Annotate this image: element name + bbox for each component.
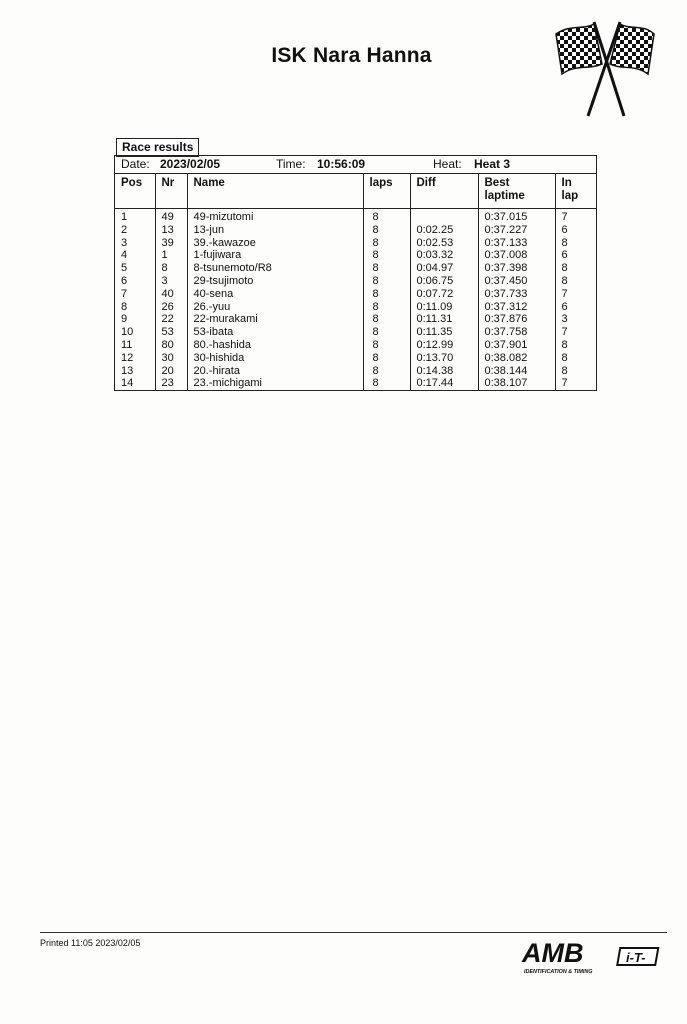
col-in-lap: In lap: [555, 174, 596, 209]
cell-laps: 8: [363, 224, 410, 237]
cell-nr: 20: [155, 365, 187, 378]
cell-name: 23.-michigami: [187, 377, 363, 390]
col-best-laptime: Best laptime: [478, 174, 555, 209]
cell-laps: 8: [363, 326, 410, 339]
cell-pos: 3: [121, 236, 128, 249]
col-diff: Diff: [410, 174, 478, 209]
cell-laps: 8: [363, 209, 410, 224]
cell-pos: 4: [121, 249, 128, 262]
cell-name: 49-mizutomi: [187, 209, 363, 224]
table-header-row: [115, 174, 596, 209]
cell-nr: 30: [155, 352, 187, 365]
page-title: ISK Nara Hanna: [271, 44, 432, 67]
table-row: [115, 365, 596, 378]
col-name: Name: [187, 174, 363, 209]
cell-diff: 0:11.09: [410, 301, 478, 314]
cell-inlap: 7: [555, 377, 596, 390]
cell-inlap: 7: [555, 288, 596, 301]
cell-best: 0:37.227: [478, 224, 555, 237]
cell-inlap: 8: [555, 339, 596, 352]
printed-timestamp: Printed 11:05 2023/02/05: [40, 938, 141, 948]
cell-name: 53-ibata: [187, 326, 363, 339]
cell-best: 0:37.901: [478, 339, 555, 352]
race-results-label: Race results: [116, 138, 199, 157]
table-row: [115, 249, 596, 262]
cell-laps: 8: [363, 365, 410, 378]
date-value: 2023/02/05: [160, 157, 221, 171]
cell-name: 29-tsujimoto: [187, 275, 363, 288]
cell-diff: 0:04.97: [410, 262, 478, 275]
cell-diff: 0:11.31: [410, 313, 478, 326]
cell-laps: 8: [363, 237, 410, 250]
cell-inlap: 8: [555, 237, 596, 250]
cell-laps: 8: [363, 301, 410, 314]
col-nr: Nr: [155, 174, 187, 209]
table-row: [115, 224, 596, 237]
table-row: [115, 237, 596, 250]
cell-inlap: 8: [555, 365, 596, 378]
cell-inlap: 8: [555, 275, 596, 288]
cell-nr: 13: [155, 224, 187, 237]
cell-nr: 80: [155, 339, 187, 352]
cell-inlap: 6: [555, 249, 596, 262]
cell-laps: 8: [363, 275, 410, 288]
time-label: Time:: [276, 157, 306, 171]
cell-laps: 8: [363, 339, 410, 352]
cell-diff: 0:14.38: [410, 365, 478, 378]
cell-pos: 6: [121, 274, 128, 287]
cell-diff: 0:02.25: [410, 224, 478, 237]
cell-pos: 11: [121, 338, 133, 351]
svg-text:IDENTIFICATION & TIMING: IDENTIFICATION & TIMING: [524, 969, 593, 975]
cell-nr: 22: [155, 313, 187, 326]
cell-diff: 0:06.75: [410, 275, 478, 288]
cell-best: 0:37.450: [478, 275, 555, 288]
cell-laps: 8: [363, 262, 410, 275]
cell-nr: 39: [155, 237, 187, 250]
cell-pos: 8: [121, 300, 128, 313]
cell-inlap: 6: [555, 224, 596, 237]
footer-divider: [40, 932, 667, 933]
cell-best: 0:37.312: [478, 301, 555, 314]
table-row: [115, 377, 596, 390]
cell-laps: 8: [363, 313, 410, 326]
cell-diff: 0:02.53: [410, 237, 478, 250]
cell-laps: 8: [363, 288, 410, 301]
svg-text:AMB: AMB: [522, 938, 584, 968]
cell-nr: 53: [155, 326, 187, 339]
cell-nr: 40: [155, 288, 187, 301]
table-row: [115, 313, 596, 326]
table-row: [115, 326, 596, 339]
cell-laps: 8: [363, 377, 410, 390]
cell-pos: 1: [121, 211, 128, 223]
checkered-flags-icon: [548, 16, 660, 120]
cell-name: 26.-yuu: [187, 301, 363, 314]
cell-best: 0:37.398: [478, 262, 555, 275]
table-row: [115, 301, 596, 314]
cell-diff: 0:17.44: [410, 377, 478, 390]
cell-diff: 0:11.35: [410, 326, 478, 339]
cell-pos: 2: [121, 223, 128, 236]
cell-nr: 26: [155, 301, 187, 314]
cell-name: 8-tsunemoto/R8: [187, 262, 363, 275]
cell-inlap: 8: [555, 352, 596, 365]
date-label: Date:: [121, 157, 150, 171]
amb-logo: [520, 938, 662, 976]
cell-name: 40-sena: [187, 288, 363, 301]
table-row: [115, 209, 596, 224]
cell-nr: 8: [155, 262, 187, 275]
cell-nr: 23: [155, 377, 187, 390]
cell-best: 0:37.876: [478, 313, 555, 326]
cell-name: 20.-hirata: [187, 365, 363, 378]
cell-name: 13-jun: [187, 224, 363, 237]
cell-inlap: 3: [555, 313, 596, 326]
cell-nr: 1: [155, 249, 187, 262]
table-row: [115, 339, 596, 352]
cell-name: 30-hishida: [187, 352, 363, 365]
svg-text:i-T-: i-T-: [626, 950, 646, 965]
cell-pos: 12: [121, 351, 134, 364]
results-table: [115, 174, 596, 390]
race-info-row: [115, 156, 596, 174]
cell-name: 80.-hashida: [187, 339, 363, 352]
cell-best: 0:38.107: [478, 377, 555, 390]
table-row: [115, 352, 596, 365]
cell-pos: 5: [121, 262, 128, 275]
cell-laps: 8: [363, 249, 410, 262]
cell-name: 22-murakami: [187, 313, 363, 326]
cell-inlap: 8: [555, 262, 596, 275]
cell-pos: 7: [121, 287, 128, 300]
cell-diff: 0:07.72: [410, 288, 478, 301]
cell-best: 0:37.015: [478, 209, 555, 224]
cell-pos: 13: [121, 364, 134, 377]
table-row: [115, 275, 596, 288]
time-value: 10:56:09: [317, 157, 366, 171]
cell-diff: 0:03.32: [410, 249, 478, 262]
cell-best: 0:37.133: [478, 237, 555, 250]
cell-laps: 8: [363, 352, 410, 365]
cell-diff: [410, 209, 478, 224]
cell-best: 0:37.733: [478, 288, 555, 301]
table-row: [115, 288, 596, 301]
cell-diff: 0:13.70: [410, 352, 478, 365]
cell-nr: 49: [155, 209, 187, 224]
cell-name: 1-fujiwara: [187, 249, 363, 262]
heat-value: Heat 3: [474, 157, 511, 171]
cell-pos: 14: [121, 377, 134, 390]
results-sheet: [114, 155, 597, 391]
cell-inlap: 6: [555, 301, 596, 314]
cell-pos: 10: [121, 326, 134, 339]
col-pos: Pos: [115, 174, 155, 209]
cell-diff: 0:12.99: [410, 339, 478, 352]
cell-inlap: 7: [555, 326, 596, 339]
cell-best: 0:37.008: [478, 249, 555, 262]
cell-nr: 3: [155, 275, 187, 288]
cell-best: 0:37.758: [478, 326, 555, 339]
cell-pos: 9: [121, 313, 128, 326]
col-laps: laps: [363, 174, 410, 209]
cell-inlap: 7: [555, 209, 596, 224]
cell-best: 0:38.082: [478, 352, 555, 365]
heat-label: Heat:: [433, 157, 462, 171]
cell-name: 39.-kawazoe: [187, 237, 363, 250]
cell-best: 0:38.144: [478, 365, 555, 378]
table-row: [115, 262, 596, 275]
